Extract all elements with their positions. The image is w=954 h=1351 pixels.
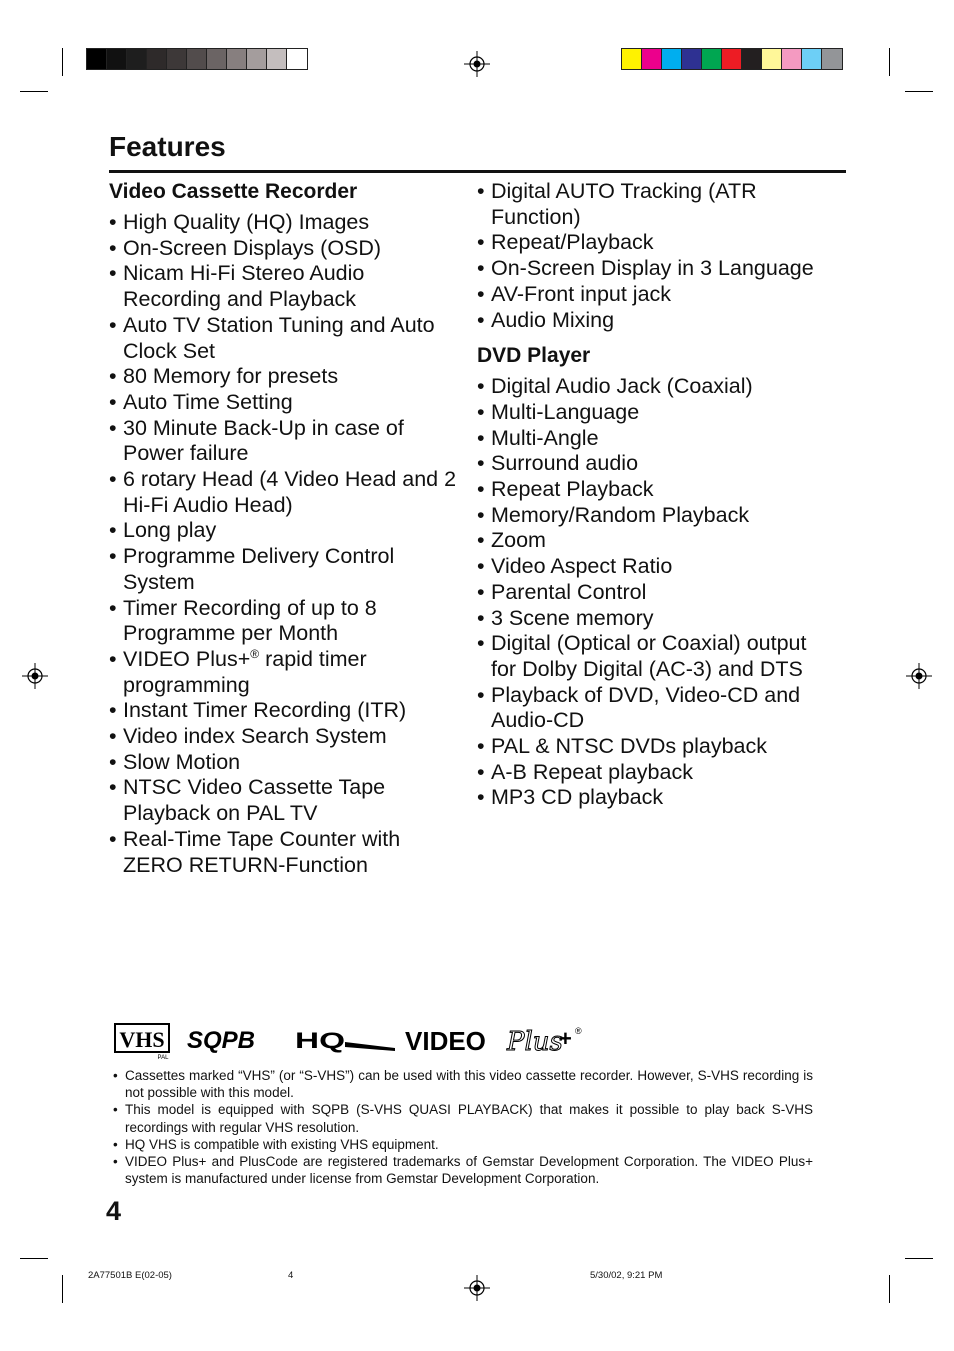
list-item: • On-Screen Displays (OSD) xyxy=(109,236,464,262)
list-item: • Timer Recording of up to 8 Programme per Month xyxy=(109,596,464,647)
list-item: • Nicam Hi-Fi Stereo Audio Recording and Playback xyxy=(109,261,464,312)
color-swatch xyxy=(802,49,822,69)
color-swatch xyxy=(762,49,782,69)
list-item: • Digital AUTO Tracking (ATR Function) xyxy=(477,179,832,230)
gray-swatch xyxy=(227,49,247,69)
crop-mark xyxy=(905,1258,933,1259)
footer-doc-code: 2A77501B E(02-05) xyxy=(88,1270,172,1281)
vhs-logo-text: VHS xyxy=(119,1027,165,1052)
trademark-notes xyxy=(113,1067,813,1187)
list-item: • AV-Front input jack xyxy=(477,282,832,308)
list-item: • Programme Delivery Control System xyxy=(109,544,464,595)
page-title: Features xyxy=(109,131,226,162)
gray-swatch xyxy=(187,49,207,69)
list-item: • On-Screen Display in 3 Language xyxy=(477,256,832,282)
list-item: • Real-Time Tape Counter with ZERO RETURN-Function xyxy=(109,827,464,878)
registration-mark-icon xyxy=(464,51,490,77)
list-item: • Zoom xyxy=(477,528,832,554)
sqpb-logo: SQPB xyxy=(187,1027,256,1054)
list-item: • Multi-Angle xyxy=(477,426,832,452)
list-item: • Repeat Playback xyxy=(477,477,832,503)
list-item: • Video index Search System xyxy=(109,724,464,750)
list-item: • NTSC Video Cassette Tape Playback on PAL TV xyxy=(109,775,464,826)
color-swatch xyxy=(722,49,742,69)
gray-swatch xyxy=(247,49,267,69)
video-plus-logo xyxy=(405,1026,582,1057)
list-item: • Parental Control xyxy=(477,580,832,606)
list-item: • Long play xyxy=(109,518,464,544)
list-item: • 3 Scene memory xyxy=(477,606,832,632)
dvd-features-column xyxy=(477,179,832,811)
vcr-feature-list-continued xyxy=(477,179,832,333)
registered-mark: ® xyxy=(250,646,260,661)
registered-mark: ® xyxy=(575,1026,582,1036)
vhs-logo xyxy=(115,1024,169,1061)
color-swatch xyxy=(742,49,762,69)
list-item: • Multi-Language xyxy=(477,400,832,426)
crop-mark xyxy=(905,91,933,92)
title-rule xyxy=(109,170,846,173)
color-swatch xyxy=(682,49,702,69)
list-item: • Slow Motion xyxy=(109,750,464,776)
list-item: • Surround audio xyxy=(477,451,832,477)
color-swatch xyxy=(662,49,682,69)
list-item: • HQ VHS is compatible with existing VHS equipment. xyxy=(113,1136,813,1153)
footer-timestamp: 5/30/02, 9:21 PM xyxy=(590,1270,663,1281)
gray-swatch xyxy=(267,49,287,69)
color-swatch xyxy=(642,49,662,69)
list-item: • Digital (Optical or Coaxial) output for Dolby Digital (AC-3) and DTS xyxy=(477,631,832,682)
list-item: • 80 Memory for presets xyxy=(109,364,464,390)
list-item: • PAL & NTSC DVDs playback xyxy=(477,734,832,760)
list-item: • MP3 CD playback xyxy=(477,785,832,811)
list-item: • Digital Audio Jack (Coaxial) xyxy=(477,374,832,400)
trademark-logos xyxy=(113,1020,593,1062)
list-item: • High Quality (HQ) Images xyxy=(109,210,464,236)
color-swatch xyxy=(822,49,842,69)
list-item: • Repeat/Playback xyxy=(477,230,832,256)
list-item: • Video Aspect Ratio xyxy=(477,554,832,580)
crop-mark xyxy=(20,1258,48,1259)
crop-mark xyxy=(20,91,48,92)
plus-mark-text: + xyxy=(559,1026,572,1051)
page-number: 4 xyxy=(106,1196,122,1226)
list-item: • A-B Repeat playback xyxy=(477,760,832,786)
list-item: • Auto TV Station Tuning and Auto Clock Set xyxy=(109,313,464,364)
list-item: • Memory/Random Playback xyxy=(477,503,832,529)
gray-swatch xyxy=(207,49,227,69)
list-item xyxy=(109,647,464,698)
crop-mark xyxy=(62,48,63,76)
list-item: • Audio Mixing xyxy=(477,308,832,334)
color-swatch xyxy=(702,49,722,69)
list-item: • This model is equipped with SQPB (S-VHS QUASI PLAYBACK) that makes it possible to play back S-VHS recordings with regular VHS resolution. xyxy=(113,1101,813,1135)
hq-logo-text: HQ xyxy=(295,1028,345,1053)
crop-mark xyxy=(889,48,890,76)
vcr-heading: Video Cassette Recorder xyxy=(109,180,358,203)
vcr-features-column xyxy=(109,179,464,878)
crop-mark xyxy=(889,1275,890,1303)
footer-page: 4 xyxy=(288,1270,294,1281)
registration-mark-icon xyxy=(906,663,932,689)
crop-mark xyxy=(62,1275,63,1303)
vcr-feature-list xyxy=(109,210,464,878)
gray-calibration-bar xyxy=(86,48,308,70)
plus-logo-text: Plus xyxy=(507,1027,563,1057)
color-calibration-bar xyxy=(621,48,843,70)
list-item: • Playback of DVD, Video-CD and Audio-CD xyxy=(477,683,832,734)
gray-swatch xyxy=(107,49,127,69)
list-item: • Auto Time Setting xyxy=(109,390,464,416)
video-logo-text: VIDEO xyxy=(405,1026,486,1056)
dvd-feature-list xyxy=(477,374,832,811)
list-item: • 6 rotary Head (4 Video Head and 2 Hi-Fi Audio Head) xyxy=(109,467,464,518)
color-swatch xyxy=(782,49,802,69)
gray-swatch xyxy=(127,49,147,69)
video-plus-label: VIDEO Plus+ xyxy=(123,646,251,671)
list-item: • VIDEO Plus+ and PlusCode are registered trademarks of Gemstar Development Corporation. The VIDEO Plus+ system is manufactured under license from Gemstar Development Corporation. xyxy=(113,1153,813,1187)
gray-swatch xyxy=(167,49,187,69)
registration-mark-icon xyxy=(22,663,48,689)
gray-swatch xyxy=(147,49,167,69)
gray-swatch xyxy=(87,49,107,69)
list-item: • 30 Minute Back-Up in case of Power failure xyxy=(109,416,464,467)
list-item: • Cassettes marked “VHS” (or “S-VHS”) can be used with this video cassette recorder. However, S-VHS recording is not possible with this model. xyxy=(113,1067,813,1101)
gray-swatch xyxy=(287,49,307,69)
pal-label: PAL xyxy=(157,1055,169,1061)
hq-logo xyxy=(295,1028,395,1053)
dvd-heading: DVD Player xyxy=(477,344,591,368)
color-swatch xyxy=(622,49,642,69)
video-plus-desc: rapid timer programming xyxy=(123,646,367,697)
registration-mark-icon xyxy=(464,1275,490,1301)
list-item: • Instant Timer Recording (ITR) xyxy=(109,698,464,724)
